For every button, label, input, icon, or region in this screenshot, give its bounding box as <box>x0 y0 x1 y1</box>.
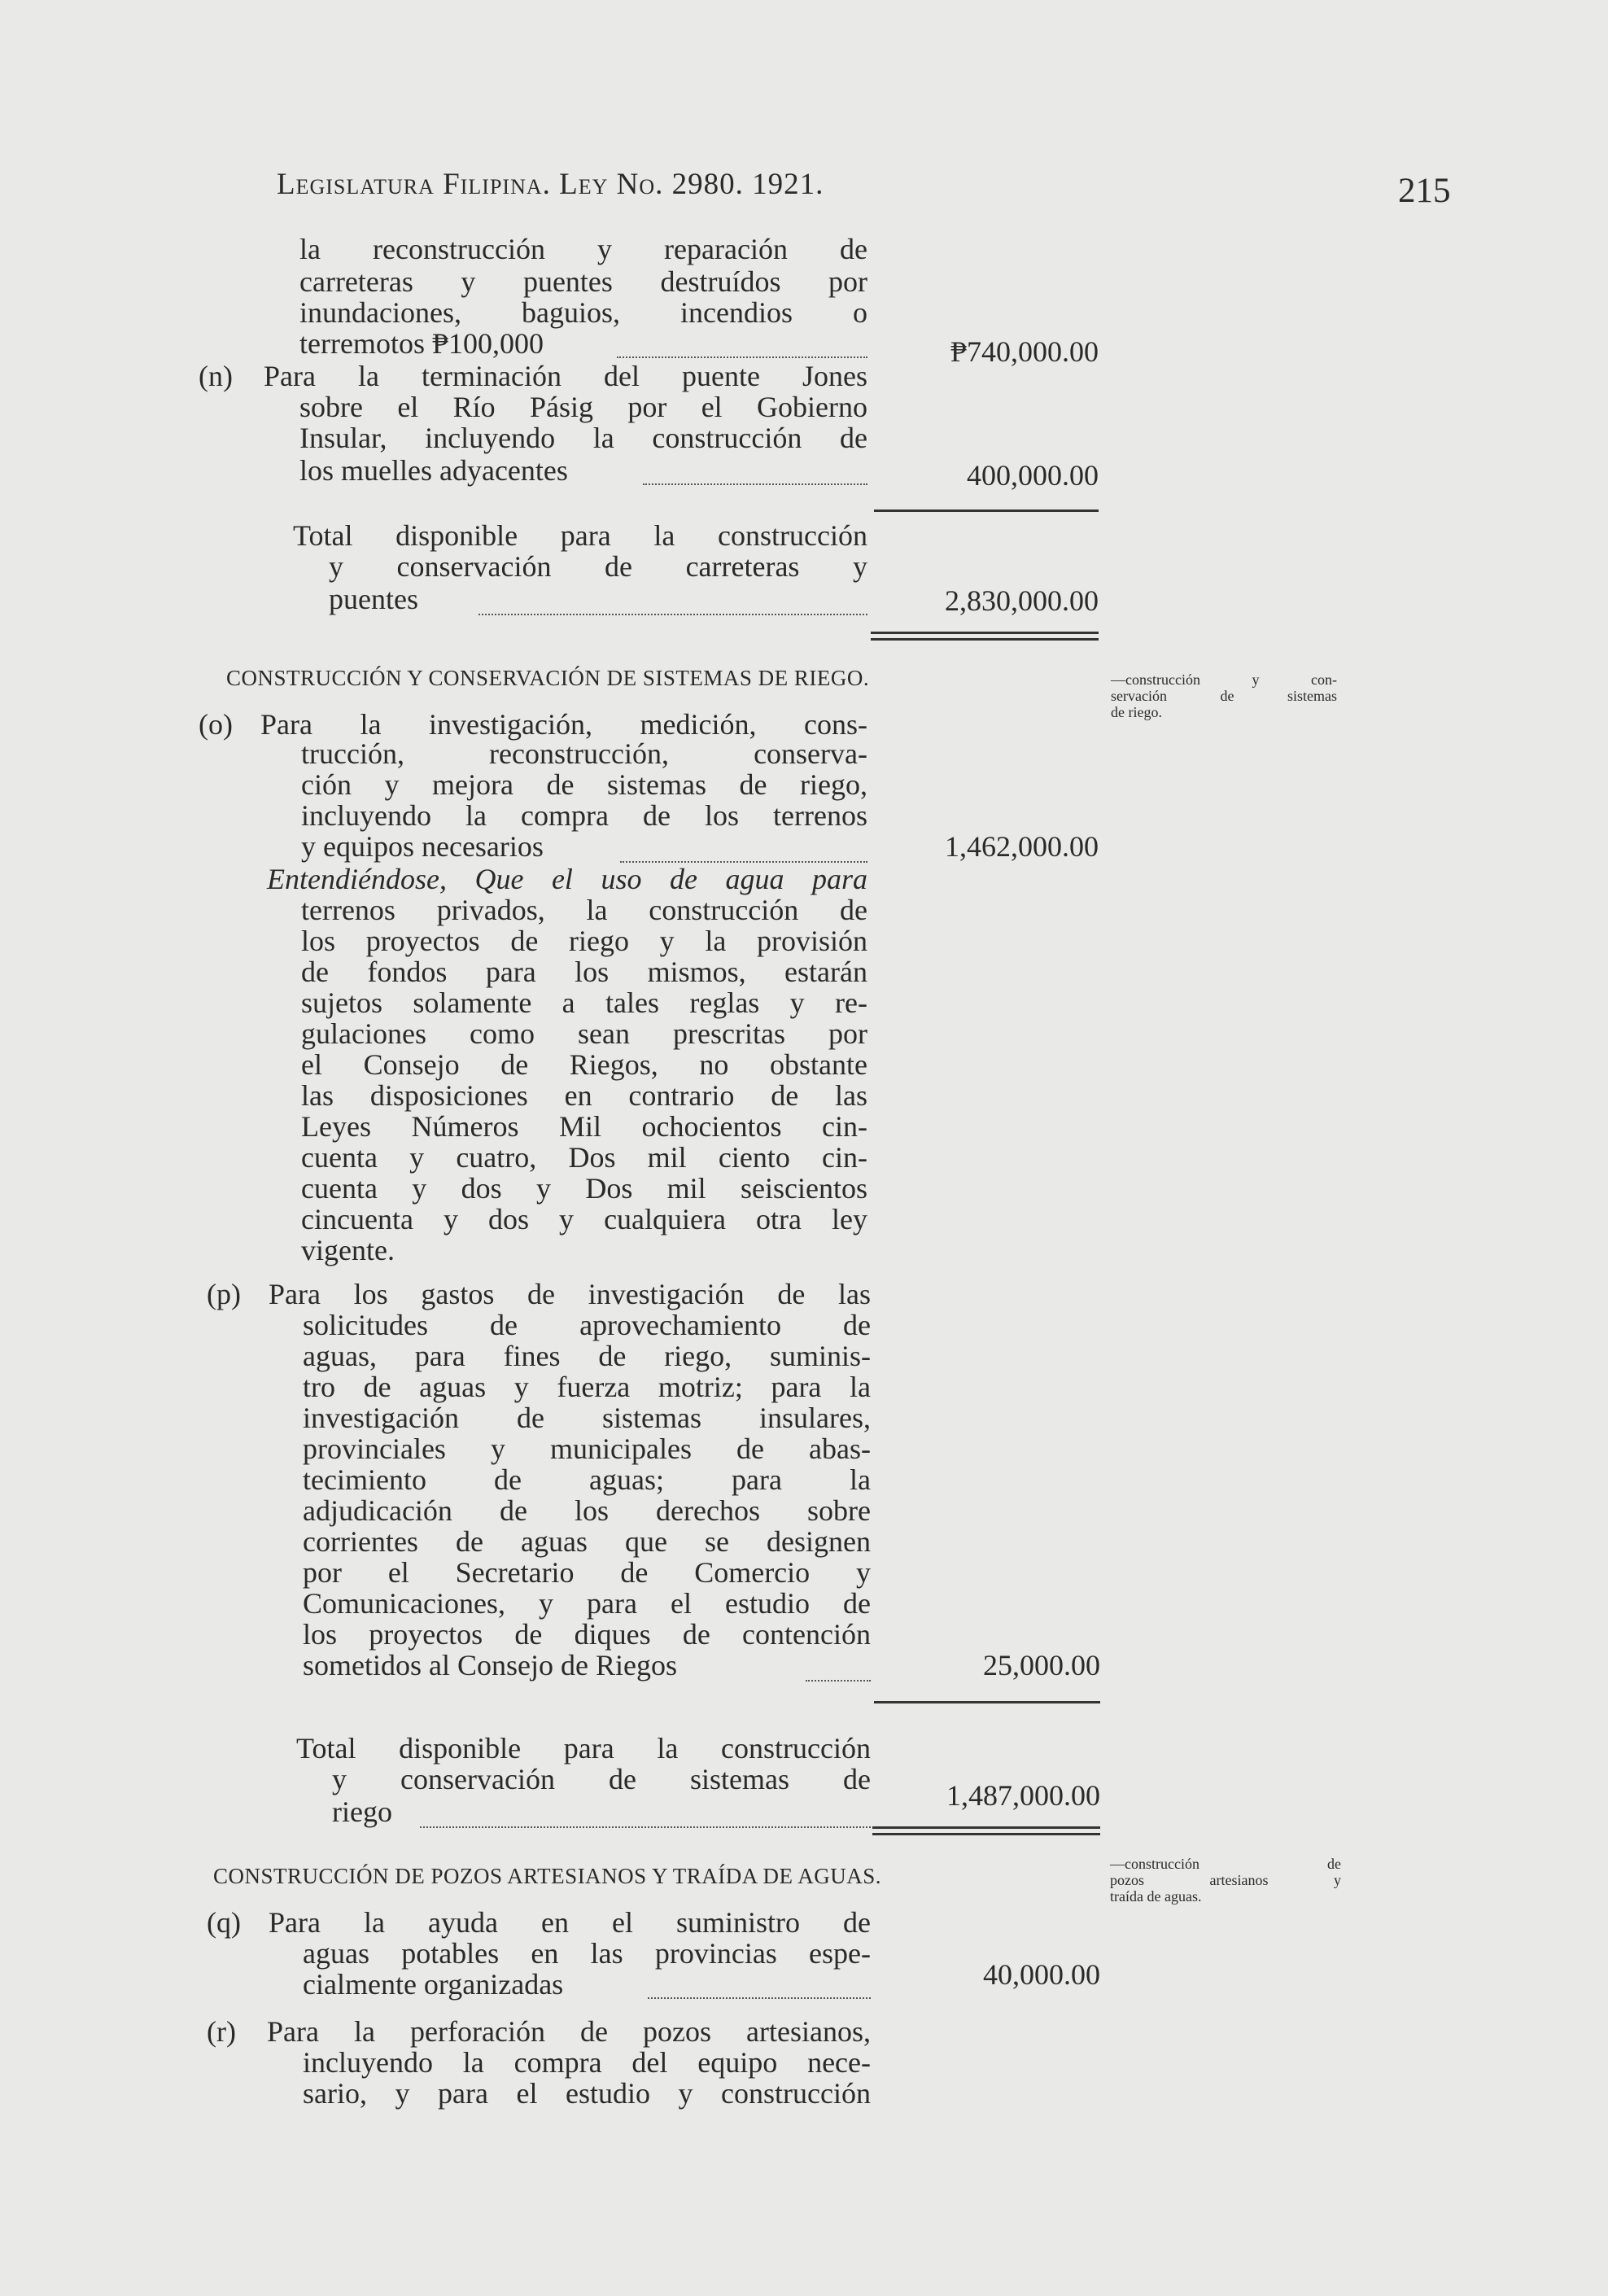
item-r-label: (r) <box>207 2015 236 2048</box>
proviso-line-2: terrenos privados, la construcción de <box>301 894 867 926</box>
item-p-line-4: tro de aguas y fuerza motriz; para la <box>303 1371 871 1403</box>
proviso-text: Entendiéndose, Que el uso de agua para <box>267 863 867 895</box>
proviso-line-4: de fondos para los mismos, estarán <box>301 956 867 988</box>
total-roads-line-2: y conservación de carreteras y <box>329 550 867 583</box>
item-n-line-2: sobre el Río Pásig por el Gobierno <box>299 391 867 423</box>
proviso-line-1 <box>267 863 867 895</box>
item-n-line-1: Para la terminación del puente Jones <box>264 360 867 392</box>
proviso-line-9: Leyes Números Mil ochocientos cin- <box>301 1110 867 1143</box>
item-o-line-2: trucción, reconstrucción, conserva- <box>301 737 867 770</box>
double-rule-bottom <box>872 1833 1100 1835</box>
leader-dots <box>648 1965 871 1999</box>
item-o-line-1: Para la investigación, medición, cons- <box>260 708 867 741</box>
item-p-line-5: investigación de sistemas insulares, <box>303 1402 871 1434</box>
total-roads-amount: 2,830,000.00 <box>945 584 1099 617</box>
item-q-amount: 40,000.00 <box>983 1958 1100 1991</box>
item-n-line-4: los muelles adyacentes <box>299 454 568 487</box>
item-r-line-2: incluyendo la compra del equipo nece- <box>303 2046 871 2079</box>
proviso-line-13: vigente. <box>301 1234 395 1266</box>
item-m-amount: ₱740,000.00 <box>950 335 1099 368</box>
double-rule-top <box>872 1826 1100 1829</box>
item-p-line-9: corrientes de aguas que se designen <box>303 1525 871 1558</box>
total-riego-line-2: y conservación de sistemas de <box>332 1763 871 1795</box>
total-riego-line-3: riego <box>332 1795 392 1828</box>
item-p-line-11: Comunicaciones, y para el estudio de <box>303 1587 871 1620</box>
item-p-line-3: aguas, para fines de riego, suminis- <box>303 1340 871 1372</box>
item-q-label: (q) <box>207 1906 241 1939</box>
item-m-line-4: terremotos ₱100,000 <box>299 327 544 360</box>
margin-note-line: —construcción de <box>1110 1856 1341 1872</box>
leader-dots <box>617 324 867 358</box>
total-roads-line-1: Total disponible para la construcción <box>293 519 867 552</box>
item-r-line-1: Para la perforación de pozos artesianos, <box>267 2015 871 2048</box>
item-o-amount: 1,462,000.00 <box>945 830 1099 863</box>
item-p-line-13: sometidos al Consejo de Riegos <box>303 1649 677 1682</box>
running-title: Legislatura Filipina. Ley No. 2980. 1921. <box>277 168 824 201</box>
item-m-line-1: la reconstrucción y reparación de <box>299 233 867 265</box>
section-heading-pozos: CONSTRUCCIÓN DE POZOS ARTESIANOS Y TRAÍDA DE AGUAS. <box>213 1864 881 1888</box>
margin-note-line: —construcción y con- <box>1111 671 1337 688</box>
item-p-line-12: los proyectos de diques de contención <box>303 1618 871 1651</box>
margin-note-pozos <box>1110 1856 1341 1905</box>
margin-note-line: traída de aguas. <box>1110 1888 1202 1905</box>
item-q-line-2: aguas potables en las provincias espe- <box>303 1937 871 1970</box>
margin-note-line: pozos artesianos y <box>1110 1872 1341 1888</box>
proviso-line-11: cuenta y dos y Dos mil seiscientos <box>301 1172 867 1205</box>
item-p-line-1: Para los gastos de investigación de las <box>269 1278 871 1310</box>
item-r-line-3: sario, y para el estudio y construcción <box>303 2077 871 2110</box>
item-o-line-5: y equipos necesarios <box>301 830 544 863</box>
proviso-line-8: las disposiciones en contrario de las <box>301 1079 867 1112</box>
item-m-line-3: inundaciones, baguios, incendios o <box>299 296 867 329</box>
leader-dots <box>620 829 867 863</box>
item-n-amount: 400,000.00 <box>967 459 1099 492</box>
total-riego-line-1: Total disponible para la construcción <box>296 1732 871 1765</box>
item-o-label: (o) <box>199 708 233 741</box>
item-q-line-3: cialmente organizadas <box>303 1968 564 2001</box>
item-m-line-2: carreteras y puentes destruídos por <box>299 265 867 298</box>
item-p-label: (p) <box>207 1278 241 1310</box>
double-rule-top <box>871 632 1099 634</box>
item-p-line-8: adjudicación de los derechos sobre <box>303 1494 871 1527</box>
item-o-line-3: ción y mejora de sistemas de riego, <box>301 768 867 801</box>
proviso-line-10: cuenta y cuatro, Dos mil ciento cin- <box>301 1141 867 1174</box>
proviso-line-12: cincuenta y dos y cualquiera otra ley <box>301 1203 867 1235</box>
sum-rule <box>874 509 1099 512</box>
margin-note-riego <box>1111 671 1337 720</box>
sum-rule <box>874 1701 1100 1703</box>
page-number: 215 <box>1398 172 1451 210</box>
margin-note-line: de riego. <box>1111 704 1162 720</box>
item-q-line-1: Para la ayuda en el suministro de <box>269 1906 871 1939</box>
double-rule-bottom <box>871 638 1099 641</box>
item-n-label: (n) <box>199 360 233 392</box>
total-riego-amount: 1,487,000.00 <box>946 1779 1100 1812</box>
item-o-line-4: incluyendo la compra de los terrenos <box>301 799 867 832</box>
section-heading-riego: CONSTRUCCIÓN Y CONSERVACIÓN DE SISTEMAS DE RIEGO. <box>226 666 870 690</box>
item-p-line-6: provinciales y municipales de abas- <box>303 1432 871 1465</box>
item-p-line-7: tecimiento de aguas; para la <box>303 1463 871 1496</box>
proviso-line-5: sujetos solamente a tales reglas y re- <box>301 986 867 1019</box>
item-p-line-10: por el Secretario de Comercio y <box>303 1556 871 1589</box>
proviso-line-6: gulaciones como sean prescritas por <box>301 1017 867 1050</box>
total-roads-line-3: puentes <box>329 583 418 615</box>
proviso-line-3: los proyectos de riego y la provisión <box>301 925 867 957</box>
leader-dots <box>478 581 867 615</box>
item-p-amount: 25,000.00 <box>983 1649 1100 1682</box>
item-n-line-3: Insular, incluyendo la construcción de <box>299 422 867 454</box>
proviso-line-7: el Consejo de Riegos, no obstante <box>301 1048 867 1081</box>
margin-note-line: servación de sistemas <box>1111 688 1337 704</box>
leader-dots <box>643 451 867 485</box>
leader-dots <box>420 1794 871 1828</box>
item-p-line-2: solicitudes de aprovechamiento de <box>303 1309 871 1341</box>
